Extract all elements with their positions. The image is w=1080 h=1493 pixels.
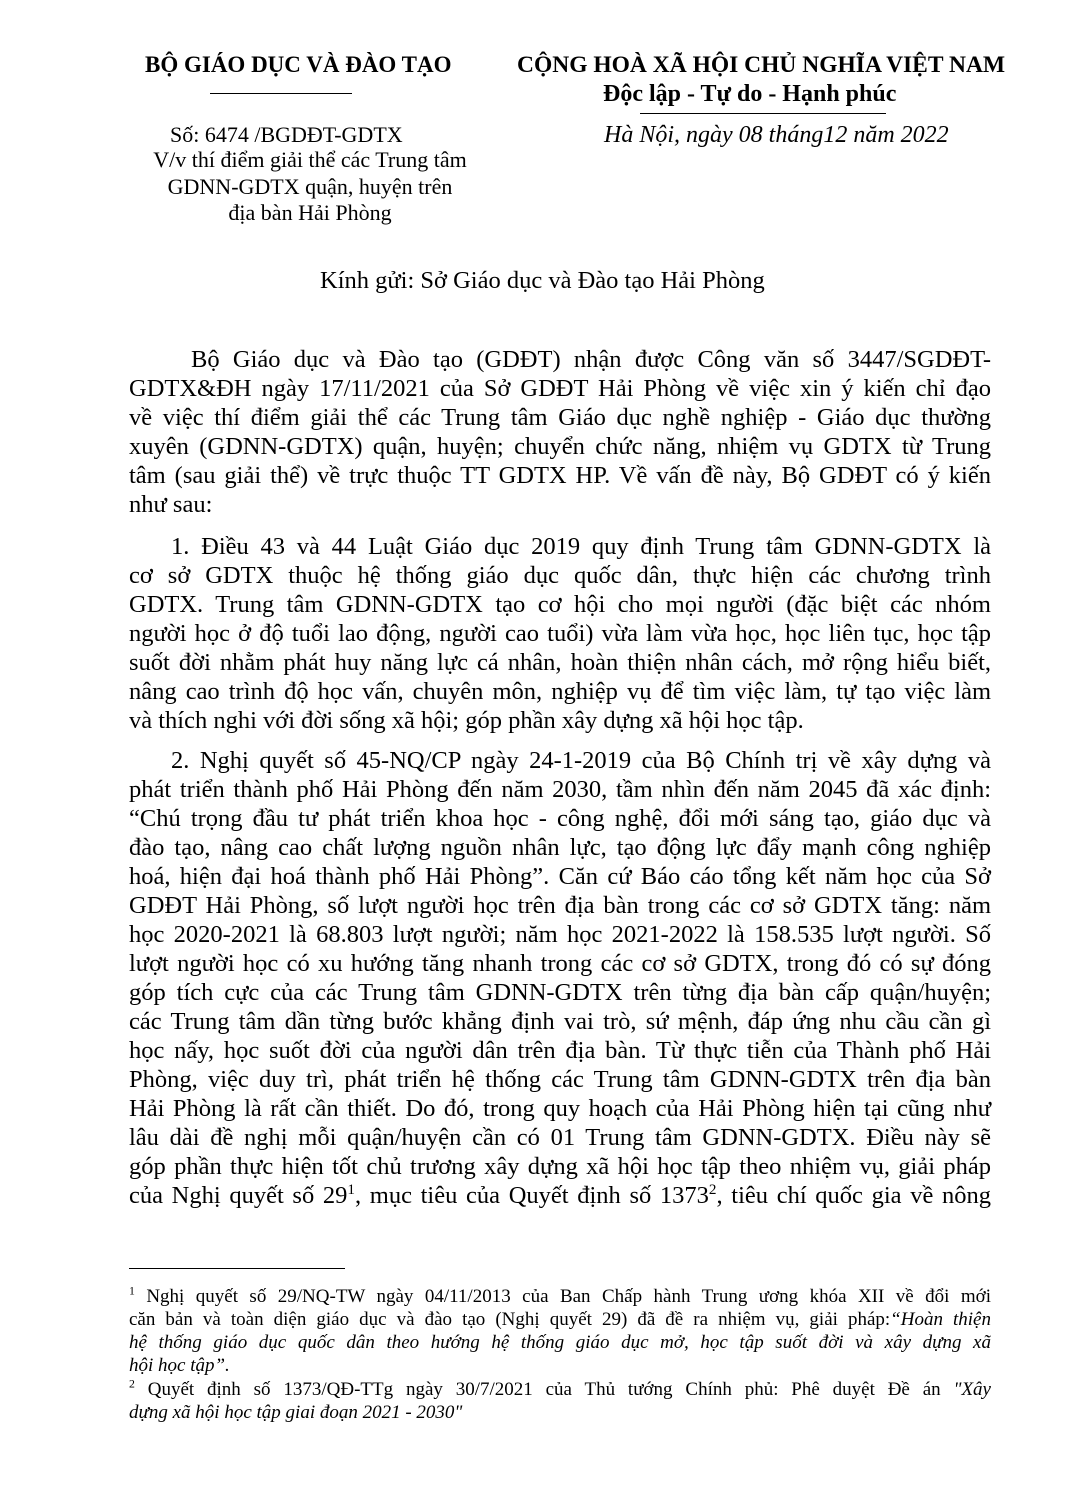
subject-line: GDNN-GDTX quận, huyện trên: [167, 173, 453, 199]
national-motto: Độc lập - Tự do - Hạnh phúc: [603, 81, 897, 107]
text-fragment: Nghị quyết số 29/NQ-TW ngày 04/11/2013 của Ban Chấp hành Trung ương khóa XII về đổi mới: [134, 1286, 991, 1307]
paragraph-intro: [129, 345, 991, 519]
text-line: các Trung tâm dần từng bước khẳng định vai trò, sứ mệnh, đáp ứng nhu cầu cần gì: [129, 1008, 991, 1035]
document-subject: [135, 147, 485, 227]
text-line: và thích nghi với đời sống xã hội; góp phần xây dựng xã hội học tập.: [129, 707, 804, 734]
text-line: GDĐT Hải Phòng, số lượt người học trên địa bàn trong các cơ sở GDTX tăng: năm: [129, 892, 991, 919]
subject-line: địa bàn Hải Phòng: [228, 200, 392, 225]
text-line: Phòng, việc duy trì, phát triển hệ thống các Trung tâm GDNN-GDTX trên địa bàn: [129, 1066, 991, 1093]
ministry-name: BỘ GIÁO DỤC VÀ ĐÀO TẠO: [145, 52, 452, 77]
footnote-ref-1[interactable]: 1: [347, 1180, 355, 1198]
paragraph-1: [129, 532, 991, 735]
text-line: như sau:: [129, 491, 213, 518]
text-line: người học ở độ tuổi lao động, người cao tuổi) vừa làm vừa học, học liên tục, học tập: [129, 620, 991, 647]
footnote-separator: [129, 1268, 345, 1269]
text-fragment-italic: hệ thống giáo dục quốc dân theo hướng hệ thống giáo dục mở, học tập suốt đời và xây dựng xã: [129, 1332, 991, 1353]
footnote-line: [129, 1285, 991, 1308]
text-line: suốt đời nhằm phát huy năng lực cá nhân, hoàn thiện nhân cách, mở rộng hiểu biết,: [129, 649, 991, 676]
text-fragment: căn bản và toàn diện giáo dục và đào tạo (Nghị quyết 29) đã đề ra nhiệm vụ, giải pháp:: [129, 1309, 891, 1330]
place-and-date: Hà Nội, ngày 08 tháng12 năm 2022: [604, 122, 949, 148]
text-line: [129, 1181, 991, 1210]
footnote-2: [129, 1378, 991, 1424]
text-line: lượt người học có xu hướng tăng nhanh trong các cơ sở GDTX, trong đó có sự đóng: [129, 950, 991, 977]
text-line: 2. Nghị quyết số 45-NQ/CP ngày 24-1-2019 của Bộ Chính trị về xây dựng và: [171, 747, 991, 774]
text-fragment-italic: “Hoàn thiện: [890, 1309, 991, 1330]
text-line: góp tích cực của các Trung tâm GDNN-GDTX trên từng địa bàn cấp quận/huyện;: [129, 979, 991, 1006]
text-line: GDTX. Trung tâm GDNN-GDTX tạo cơ hội cho mọi người (đặc biệt các nhóm: [129, 591, 991, 618]
text-line: Bộ Giáo dục và Đào tạo (GDĐT) nhận được Công văn số 3447/SGDĐT-: [191, 346, 991, 373]
document-number: Số: 6474 /BGDĐT-GDTX: [170, 122, 403, 147]
ministry-underline: [210, 93, 352, 94]
footnote-1: [129, 1285, 991, 1377]
footnote-line: [129, 1354, 991, 1377]
text-fragment-italic: dựng xã hội học tập giai đoạn 2021 - 2030": [129, 1402, 463, 1423]
recipient-line: Kính gửi: Sở Giáo dục và Đào tạo Hải Phòng: [320, 267, 765, 294]
text-line: góp phần thực hiện tốt chủ trương xây dựng xã hội học tập theo nhiệm vụ, giải pháp: [129, 1153, 991, 1180]
footnote-mark: 1: [129, 1284, 135, 1298]
text-fragment: , mục tiêu của Quyết định số 1373: [354, 1182, 709, 1209]
text-fragment-italic: "Xây: [953, 1379, 991, 1400]
text-line: “Chú trọng đầu tư phát triển khoa học - công nghệ, đổi mới sáng tạo, giáo dục và: [129, 805, 991, 832]
text-fragment-italic: hội học tập”.: [129, 1355, 230, 1376]
footnote-line: [129, 1331, 991, 1354]
text-line: học 2020-2021 là 68.803 lượt người; năm học 2021-2022 là 158.535 lượt người. Số: [129, 921, 991, 948]
text-fragment: Quyết định số 1373/QĐ-TTg ngày 30/7/2021 của Thủ tướng Chính phủ: Phê duyệt Đề án: [134, 1379, 954, 1400]
text-line: GDTX&ĐH ngày 17/11/2021 của Sở GDĐT Hải Phòng về việc xin ý kiến chỉ đạo: [129, 375, 991, 402]
text-line: phát triển thành phố Hải Phòng đến năm 2030, tầm nhìn đến năm 2045 đã xác định:: [129, 776, 991, 803]
text-line: về việc thí điểm giải thể các Trung tâm Giáo dục nghề nghiệp - Giáo dục thường: [129, 404, 991, 431]
text-line: cơ sở GDTX thuộc hệ thống giáo dục quốc dân, thực hiện các chương trình: [129, 562, 991, 589]
text-fragment: , tiêu chí quốc gia về nông: [716, 1182, 991, 1209]
text-fragment: của Nghị quyết số 29: [129, 1182, 348, 1209]
text-line: hoá, hiện đại hoá thành phố Hải Phòng”. Căn cứ Báo cáo tổng kết năm học của Sở: [129, 863, 991, 890]
footnote-mark: 2: [129, 1377, 135, 1391]
motto-underline: [640, 113, 886, 114]
footnote-line: [129, 1308, 991, 1331]
footnote-ref-2[interactable]: 2: [708, 1180, 717, 1198]
text-line: Hải Phòng là rất cần thiết. Do đó, trong quy hoạch của Hải Phòng hiện tại cũng như: [129, 1095, 991, 1122]
footnote-line: [129, 1401, 991, 1424]
paragraph-2: [129, 746, 991, 1210]
text-line: 1. Điều 43 và 44 Luật Giáo dục 2019 quy định Trung tâm GDNN-GDTX là: [171, 533, 991, 560]
text-line: tâm (sau giải thể) về trực thuộc TT GDTX HP. Về vấn đề này, Bộ GDĐT có ý kiến: [129, 462, 991, 489]
text-line: học nấy, học suốt đời của người dân trên địa bàn. Từ thực tiễn của Thành phố Hải: [129, 1037, 991, 1064]
text-line: đào tạo, nâng cao chất lượng nguồn nhân lực, tạo động lực đẩy mạnh công nghiệp: [129, 834, 991, 861]
country-name: CỘNG HOÀ XÃ HỘI CHỦ NGHĨA VIỆT NAM: [517, 52, 1006, 78]
text-line: xuyên (GDNN-GDTX) quận, huyện; chuyển chức năng, nhiệm vụ GDTX từ Trung: [129, 433, 991, 460]
footnote-line: [129, 1378, 991, 1401]
text-line: lâu dài đề nghị mỗi quận/huyện cần có 01 Trung tâm GDNN-GDTX. Điều này sẽ: [129, 1124, 991, 1151]
subject-line: V/v thí điểm giải thể các Trung tâm: [153, 147, 467, 172]
text-line: nâng cao trình độ học vấn, chuyên môn, nghiệp vụ để tìm việc làm, tự tạo việc làm: [129, 678, 991, 705]
